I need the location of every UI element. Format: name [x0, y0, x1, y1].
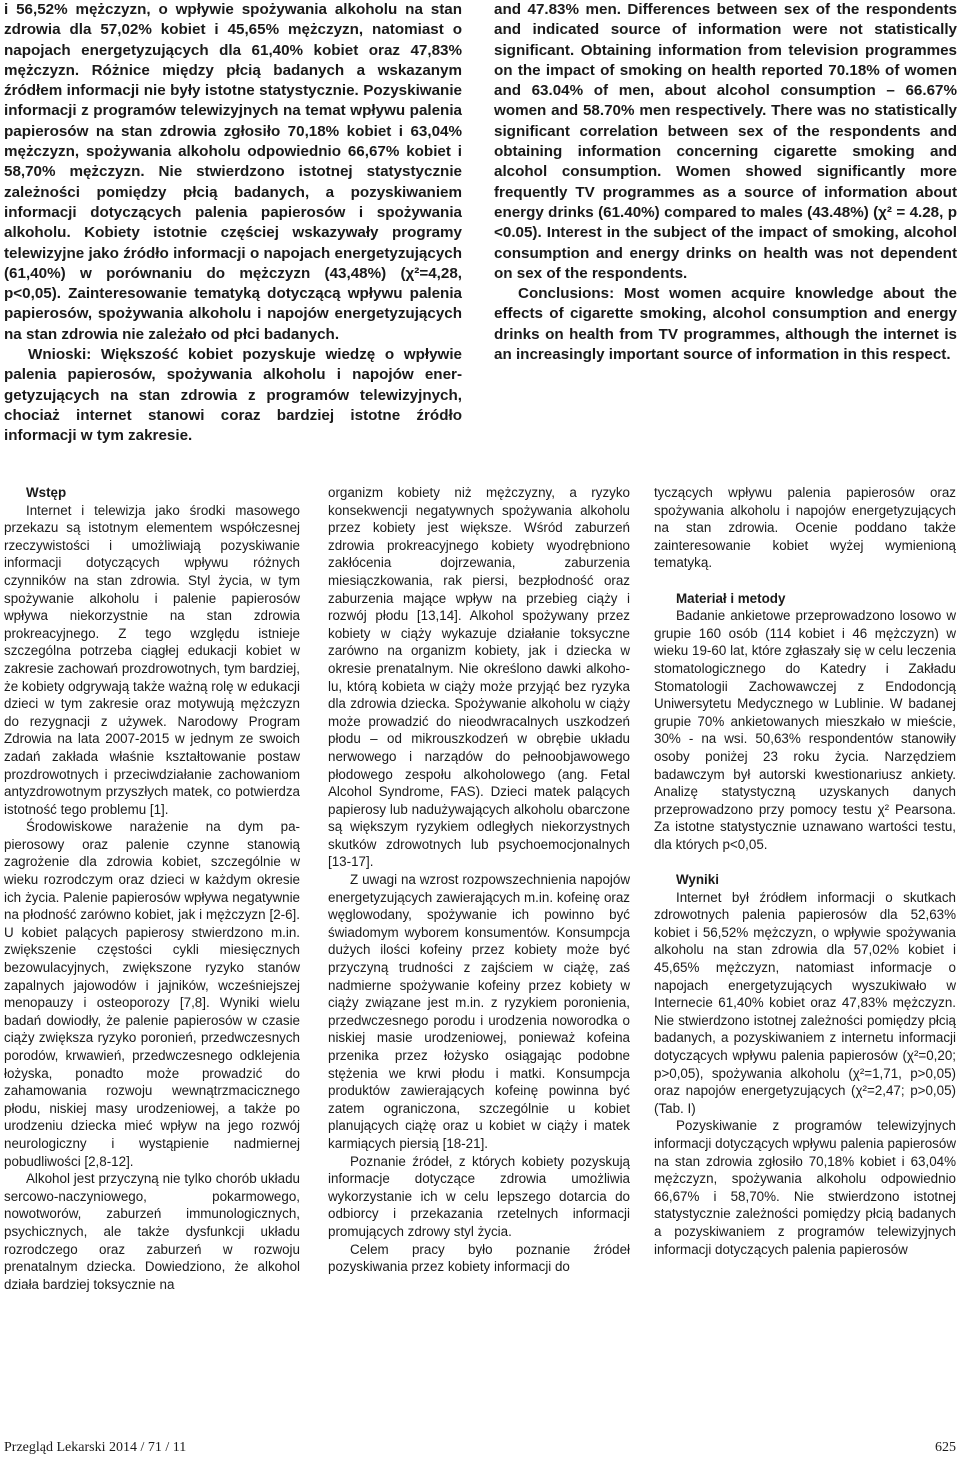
body-column-2: [328, 484, 630, 1276]
abstract-en-conclusions-paragraph: Conclusions: Most women acquire knowledge about the effects of cigarette smoking, alcohol consumption and energy drinks on health from TV programmes, although the internet is an increasingly important source of information in this respect.: [494, 285, 957, 364]
body-paragraph: tyczących wpływu palenia papierosów oraz spożywania alkoholu i napojów energetyzujących na stan zdrowia. Ocenie poddano także zainteresowanie kobiet wyżej wymienioną tematyką.: [654, 485, 956, 571]
body-column-3: [654, 484, 956, 1258]
abstract-pl-results-paragraph: i 56,52% mężczyzn, o wpływie spożywania alkoholu na stan zdrowia dla 57,02% kobiet i 45,65% mężczyzn, natomiast o napojach energetyzujących dla 61,40% kobiet oraz 47,83% mężczyzn. Różnice między płcią badanych a wskazanym źródłem informacji nie były istotne statystycznie. Pozyskiwanie informacji z programów telewizyjnych na temat wpływu palenia papierosów na stan zdrowia zgłosiło 70,18% kobiet i 63,04% mężczyzn, spożywania alkoholu odpowiednio 66,67% kobiet i 58,70% mężczyzn. Nie stwierdzono istotnej statystycznie zależności pomiędzy płcią badanych, a pozyskiwaniem informacji dotyczących palenia papierosów i spożywania alkoholu. Kobiety istotnie częściej wskazywały programy telewizyjne jako źródło informacji o napojach energetyzujących (61,40%) w porównaniu do mężczyzn (43,48%) (χ²=4,28, p<0,05). Zainteresowanie tematyką dotyczącą wpływu palenia papierosów, spożywania alkoholu i napojów energetyzujących na stan zdrowia nie zależało od płci badanych.: [4, 1, 462, 343]
body-paragraph: Badanie ankietowe przeprowadzono losowo w grupie 160 osób (114 kobiet i 46 mężczyzn) w wieku 19-60 lat, które zgłaszały się w celu leczenia stomatologicznego do Katedry i Zakładu Stomatologii Zachowawczej z Endodoncją Uniwersytetu Medycznego w Lublinie. W badanej grupie 70% ankietowanych mieszkało w mieście, 30% - na wsi. 50,63% respondentów stanowiły osoby poniżej 23 roku życia. Narzędziem badawczym był autorski kwestionariusz ankiety. Analizę statystyczną uzyskanych danych przeprowadzono przy pomocy testu χ² Pearsona. Za istotne statystycznie uznawano wartości testu, dla których p<0,05.: [654, 608, 956, 852]
page-number: 625: [935, 1440, 956, 1455]
body-paragraph: Poznanie źródeł, z których kobiety pozyskują informacje dotyczące zdrowia umożliwia wykorzystanie ich w celu lepszego dotarcia do odbiorcy i przekazania rzetelnych informacji promujących zdrowy styl życia.: [328, 1153, 630, 1239]
body-paragraph: Środowiskowe narażenie na dym papierosowy oraz palenie czynne stanowią zagrożenie dla zdrowia kobiet, szczególnie w wieku rozrodczym oraz dzieci w każdym okresie ich życia. Palenie papierosów wpływa negatywnie na płodność zarówno kobiet, jak i mężczyzn [2-6]. U kobiet palących papierosy stwierdzono m.in. zwiększenie częstości cykli miesięcznych bezowulacyjnych, zwiększone ryzyko stanów zapalnych jajowodów i jajników, wcześniejszej menopauzy i osteoporozy [7,8]. Wyniki wielu badań dowiodły, że palenie papierosów w czasie ciąży zwiększa ryzyko poronień, przedwczesnych porodów, krwawień, przedwczesnego odklejenia łożyska, ponadto może prowadzić do zahamowania rozwoju wewnątrzmacicznego płodu, niskiej masy urodzeniowej, a także po urodzeniu dziecka mieć wpływ na jego rozwój neurologiczny i wystąpienie nadmiernej pobudliwości [2,8-12].: [4, 819, 300, 1169]
body-paragraph: Alkohol jest przyczyną nie tylko chorób układu sercowo-naczyniowego, pokarmowego, nowotworów, zaburzeń immunologicznych, psychicznych, ale także dysfunkcji układu rozrodczego oraz zaburzeń w rozwoju prenatalnym dziecka. Dowiedziono, że alkohol działa bardziej toksycznie na: [4, 1171, 300, 1292]
abstract-en-results-paragraph: and 47.83% men. Differences between sex of the respondents and indicated source of information were not statistically significant. Obtaining information from television programmes on the impact of smoking on health reported 70.18% of women and 63.04% of men, about alcohol consumption – 66.67% women and 58.70% men respectively. There was no statistically significant correlation between sex of the respondents and obtaining information concerning cigarette smoking and alcohol consumption. Women showed significantly more frequently TV programmes as a source of information about energy drinks (61.40%) compared to males (43.48%) (χ² = 4.28, p <0.05). Interest in the subject of the impact of smoking, alcohol consumption and energy drinks on health was not dependent on sex of the respondents.: [494, 1, 957, 282]
section-heading-results: Wyniki: [676, 872, 719, 888]
abstract-polish: [4, 0, 462, 447]
body-paragraph: Internet był źródłem informacji o skutkach zdrowotnych palenia papierosów dla 52,63% kobiet i 56,52% mężczyzn, o wpływie spożywania alkoholu na stan zdrowia dla 57,02% kobiet i 45,65% mężczyzn, natomiast informacje o napojach energetyzujących wyszukiwało w Internecie 61,40% kobiet oraz 47,83% mężczyzn. Nie stwierdzono istotnej zależności pomiędzy płcią badanych, a pozyskiwaniem z internetu informacji dotyczących wpływu palenia papierosów (χ²=0,20; p>0,05), spożywania alkoholu (χ²=1,71, p>0,05) oraz napojów energetyzujących (χ²=2,47; p>0,05) (Tab. I): [654, 889, 956, 1116]
body-paragraph: Internet i telewizja jako środki masowego przekazu są istotnym elementem współczesnej rzeczywistości i umożliwiają pozyskiwanie informacji dotyczących wpływu różnych czynników na stan zdrowia. Styl życia, w tym spożywanie alkoholu i palenie papierosów wpływa niekorzystnie na stan zdrowia prokreacyjnego. Z tego względu istnieje szczególna potrzeba ciągłej edukacji kobiet w zakresie zachowań prozdrowotnych, tym bardziej, że kobiety odgrywają także ważną rolę w edukacji dzieci w tym zakresie oraz motywują mężczyzn do rezygnacji z używek. Narodowy Program Zdrowia na lata 2007-2015 w jednym ze swoich zadań zakłada właśnie kształtowanie postaw prozdrowotnych i przeciwdziałanie zachowaniom antyzdrowotnym przyszłych matek, co potwierdza istotność tego problemu [1].: [4, 502, 300, 817]
body-paragraph: organizm kobiety niż mężczyzny, a ryzyko konsekwencji negatywnych spożywania alkoholu przez kobiety jest większe. Wśród zaburzeń zdrowia prokreacyjnego kobiety wyodrębniono zakłócenia dojrzewania, zaburzenia miesiączkowania, rak piersi, bezpłodność oraz zaburzenia mające wpływ na przebieg ciąży i rozwój płodu [13,14]. Alkohol spożywany przez kobiety w ciąży wykazuje działanie toksyczne zarówno na organizm kobiety, jak i dziecka w okresie prenatalnym. Nie określono dawki alkoholu, którą kobieta w ciąży może przyjąć bez ryzyka dla zdrowia dziecka. Spożywanie alkoholu w ciąży może prowadzić do nieodwracalnych uszkodzeń płodu – od mikrouszkodzeń w obrębie układu nerwowego i narządów do pełnoobjawowego płodowego zespołu alkoholowego (ang. Fetal Alcohol Syndrome, FAS). Dzieci matek palących papierosy lub nadużywających alkoholu obarczone są większym ryzykiem odległych niekorzystnych skutków zdrowotnych lub psychoemocjonalnych [13-17].: [328, 485, 630, 870]
abstract-pl-conclusions-paragraph: Wnioski: Większość kobiet pozyskuje wiedzę o wpływie palenia papierosów, spożywania alkoholu i napojów energetyzujących na stan zdrowia z programów telewizyjnych, chociaż internet stanowi coraz bardziej istotne źródło informacji w tym zakresie.: [4, 346, 462, 445]
body-column-1: [4, 484, 300, 1293]
abstract-english: [494, 0, 957, 365]
section-heading-methods: Materiał i metody: [676, 590, 786, 606]
section-heading-introduction: Wstęp: [26, 485, 67, 500]
body-paragraph: Celem pracy było poznanie źródeł pozyskiwania przez kobiety informacji do: [328, 1241, 630, 1275]
journal-citation: Przegląd Lekarski 2014 / 71 / 11: [4, 1440, 187, 1455]
body-paragraph: Z uwagi na wzrost rozpowszechnienia napojów energetyzujących zawierających m.in. kofeinę oraz węglowodany, spożywanie ich powinno być świadomym wyborem konsumentów. Konsumpcja dużych ilości kofeiny przez kobiety może być przyczyną trudności z zajściem w ciążę, zaś nadmierne spożywanie kofeiny przez kobiety w ciąży związane jest m.in. z ryzykiem poronienia, przedwczesnego porodu i urodzenia noworodka o niskiej masie urodzeniowej, ponieważ kofeina przenika przez łożysko osiągając podobne stężenia we krwi płodu i matki. Konsumpcja produktów zawierających kofeinę powinna być zatem ograniczona, szczególnie u kobiet planujących ciążę oraz u kobiet w ciąży i matek karmiących piersią [18-21].: [328, 872, 630, 1151]
body-paragraph: Pozyskiwanie z programów telewizyjnych informacji dotyczących wpływu palenia papierosów na stan zdrowia zgłosiło 70,18% kobiet i 63,04% mężczyzn, spożywania alkoholu odpowiednio 66,67% i 58,70%. Nie stwierdzono istotnej statystycznie zależności pomiędzy płcią badanych a pozyskiwaniem z programów telewizyjnych informacji dotyczących palenia papierosów: [654, 1118, 956, 1257]
